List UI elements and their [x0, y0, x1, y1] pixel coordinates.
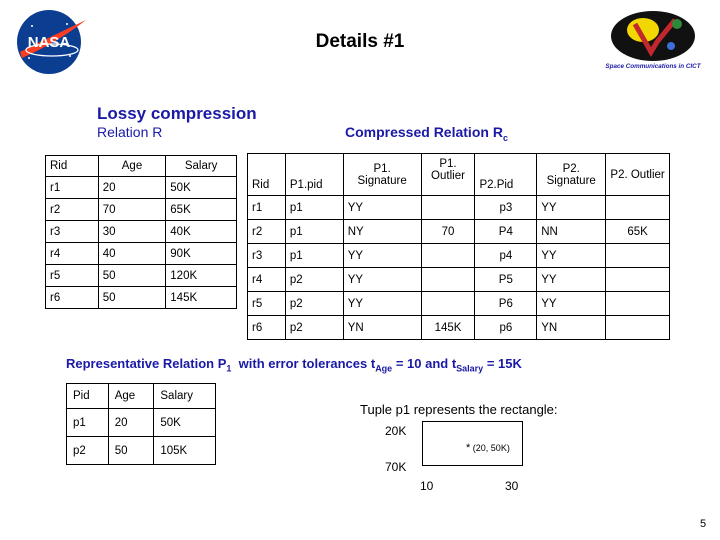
table-cell — [421, 196, 475, 220]
table-cell: p2 — [285, 316, 343, 340]
table-cell: 65K — [606, 220, 670, 244]
table-cell: 145K — [421, 316, 475, 340]
table-cell: Age — [108, 384, 154, 409]
table-cell: Salary — [166, 156, 237, 177]
table-header: P2. Outlier — [606, 154, 670, 196]
table-cell: r1 — [248, 196, 286, 220]
table-cell: 50K — [154, 409, 216, 437]
table-row — [248, 268, 670, 292]
rect-x-left-label: 10 — [420, 479, 434, 493]
table-cell: 50 — [108, 437, 154, 465]
table-cell: 70 — [421, 220, 475, 244]
slide-title: Details #1 — [315, 31, 405, 52]
table-cell: 40K — [166, 221, 237, 243]
table-cell: p1 — [67, 409, 109, 437]
table-cell: YY — [537, 196, 606, 220]
table-row — [46, 221, 237, 243]
table-cell: YY — [537, 244, 606, 268]
table-cell: p4 — [475, 244, 537, 268]
table-cell: NY — [343, 220, 421, 244]
table-cell: Age — [98, 156, 166, 177]
table-cell: r2 — [46, 199, 99, 221]
table-cell: 120K — [166, 265, 237, 287]
table-row — [248, 220, 670, 244]
table-cell: p1 — [285, 220, 343, 244]
table-cell: YY — [343, 244, 421, 268]
table-cell: r5 — [46, 265, 99, 287]
table-cell: YN — [343, 316, 421, 340]
table-cell: r3 — [46, 221, 99, 243]
table-header: P1. Signature — [343, 154, 421, 196]
table-cell: r4 — [248, 268, 286, 292]
nasa-logo-text: NASA — [27, 34, 71, 51]
rect-point-marker: * — [466, 442, 471, 454]
table-header: P2. Signature — [537, 154, 606, 196]
table-row — [67, 384, 216, 409]
table-cell: p3 — [475, 196, 537, 220]
table-cell — [606, 316, 670, 340]
table-cell: p1 — [285, 244, 343, 268]
rect-y-bottom-label: 70K — [385, 460, 407, 474]
rect-point-label: (20, 50K) — [472, 443, 510, 453]
table-cell — [606, 196, 670, 220]
table-cell — [606, 268, 670, 292]
table-cell: p2 — [67, 437, 109, 465]
table-cell: r3 — [248, 244, 286, 268]
table-cell: YN — [537, 316, 606, 340]
table-cell: 30 — [98, 221, 166, 243]
table-cell: 50 — [98, 265, 166, 287]
table-row — [46, 177, 237, 199]
table-header: P1. Outlier — [421, 154, 475, 196]
rect-x-right-label: 30 — [505, 479, 519, 493]
table-cell: r5 — [248, 292, 286, 316]
table-cell: YY — [537, 268, 606, 292]
table-cell: 20 — [98, 177, 166, 199]
table-row — [46, 265, 237, 287]
representative-relation-table — [66, 383, 216, 465]
table-cell — [606, 292, 670, 316]
table-row — [248, 154, 670, 196]
table-cell: P5 — [475, 268, 537, 292]
table-cell: 50K — [166, 177, 237, 199]
table-cell: 65K — [166, 199, 237, 221]
table-cell: p2 — [285, 268, 343, 292]
table-row — [248, 292, 670, 316]
table-row — [46, 243, 237, 265]
table-cell: p2 — [285, 292, 343, 316]
slide-subtitle: Lossy compression — [97, 104, 257, 123]
table-row — [67, 409, 216, 437]
table-cell: Rid — [46, 156, 99, 177]
table-cell: NN — [537, 220, 606, 244]
table-cell: Pid — [67, 384, 109, 409]
rect-y-top-label: 20K — [385, 424, 407, 438]
table-cell: YY — [343, 292, 421, 316]
page-number: 5 — [700, 518, 707, 530]
table-cell: p1 — [285, 196, 343, 220]
compressed-relation-table — [247, 153, 670, 340]
table-header: P1.pid — [285, 154, 343, 196]
table-cell — [421, 244, 475, 268]
table-cell: r6 — [248, 316, 286, 340]
table-cell: p6 — [475, 316, 537, 340]
space-communications-logo-text: Space Communications in CICT — [605, 63, 701, 70]
representative-relation-caption: Representative Relation $P_1$ with error tolerances $t_{Age} = 10$ and $t_{Salary} = 15K$ — [66, 356, 522, 374]
table-row — [248, 196, 670, 220]
table-row — [46, 287, 237, 309]
table-cell: YY — [343, 196, 421, 220]
table-row — [46, 156, 237, 177]
table-cell — [421, 268, 475, 292]
table-header: P2.Pid — [475, 154, 537, 196]
table-cell: 145K — [166, 287, 237, 309]
table-cell: r1 — [46, 177, 99, 199]
rect-point — [466, 442, 510, 454]
table-cell: Salary — [154, 384, 216, 409]
table-cell: 70 — [98, 199, 166, 221]
table-cell: 105K — [154, 437, 216, 465]
table-cell: 20 — [108, 409, 154, 437]
compressed-relation-label: Compressed Relation $R_c$ — [345, 124, 508, 143]
table-cell — [606, 244, 670, 268]
table-cell: r2 — [248, 220, 286, 244]
table-row — [67, 437, 216, 465]
table-cell: YY — [537, 292, 606, 316]
tuple-description: Tuple p1 represents the rectangle: — [360, 402, 558, 417]
table-cell: r4 — [46, 243, 99, 265]
relation-r-table — [45, 155, 237, 309]
table-cell: P4 — [475, 220, 537, 244]
table-cell: 40 — [98, 243, 166, 265]
table-cell: YY — [343, 268, 421, 292]
table-row — [46, 199, 237, 221]
table-header: Rid — [248, 154, 286, 196]
table-cell: P6 — [475, 292, 537, 316]
table-cell: 90K — [166, 243, 237, 265]
table-row — [248, 244, 670, 268]
table-row — [248, 316, 670, 340]
table-cell: 50 — [98, 287, 166, 309]
relation-r-label: Relation R — [97, 124, 163, 140]
table-cell — [421, 292, 475, 316]
table-cell: r6 — [46, 287, 99, 309]
